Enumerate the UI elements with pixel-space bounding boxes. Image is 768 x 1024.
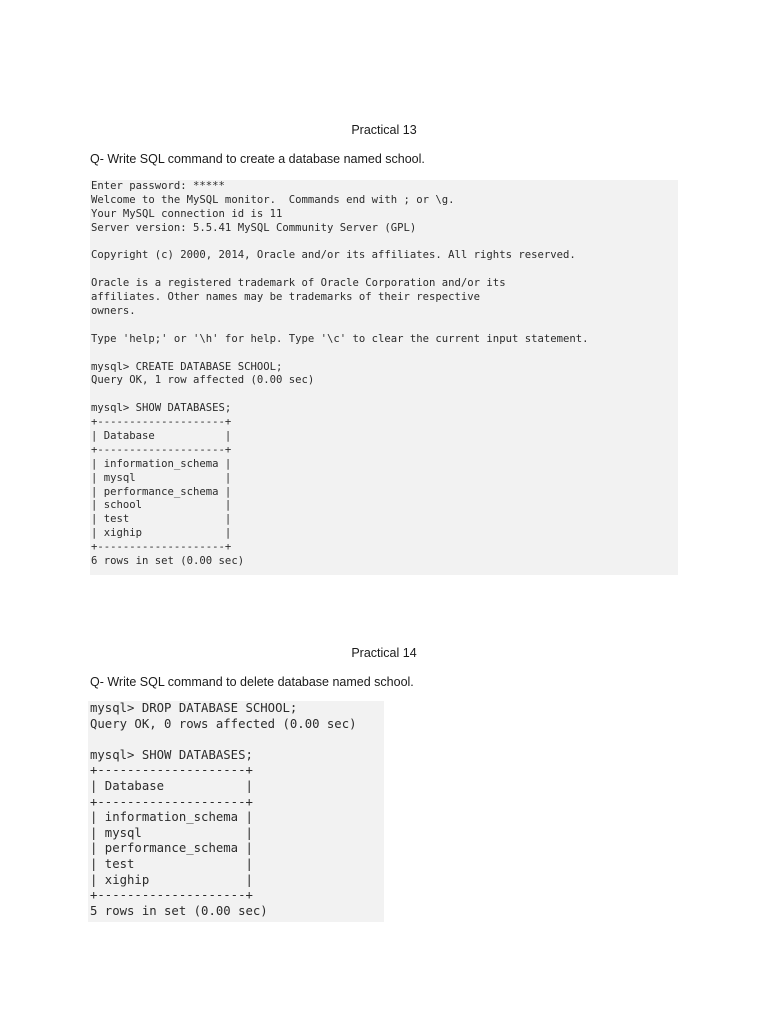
console-line [91, 263, 678, 277]
console-line: | school | [91, 499, 232, 512]
console-line: | Database | [91, 430, 232, 443]
console-line [91, 388, 678, 402]
console-line: Copyright (c) 2000, 2014, Oracle and/or its affiliates. All rights reserved. [91, 249, 576, 262]
console-line: Query OK, 0 rows affected (0.00 sec) [90, 716, 357, 731]
console-line: mysql> SHOW DATABASES; [90, 747, 253, 762]
console-line: Enter password: ***** [91, 180, 225, 192]
console-line: owners. [91, 305, 136, 318]
console-line [91, 347, 678, 361]
console-line: | xighip | [91, 527, 232, 540]
console-line: Your MySQL connection id is 11 [91, 207, 283, 220]
console-line: +--------------------+ [91, 541, 232, 554]
console-line: 5 rows in set (0.00 sec) [90, 903, 268, 918]
console-line: | test | [91, 513, 232, 526]
console-line: +--------------------+ [91, 416, 232, 429]
console-line: Welcome to the MySQL monitor. Commands end with ; or \g. [91, 193, 455, 206]
console-line: | mysql | [90, 825, 253, 840]
console-line: | performance_schema | [90, 841, 253, 856]
console-line: Query OK, 1 row affected (0.00 sec) [91, 374, 315, 387]
console-line: | information_schema | [91, 457, 232, 470]
console-line [90, 732, 384, 748]
console-line: | Database | [90, 778, 253, 793]
practical-14-title: Practical 14 [351, 646, 417, 660]
console-line: mysql> SHOW DATABASES; [91, 402, 232, 415]
console-line: +--------------------+ [91, 443, 232, 456]
console-line: | test | [90, 856, 253, 871]
console-line: Oracle is a registered trademark of Oracle Corporation and/or its [91, 277, 506, 290]
console-line: | information_schema | [90, 810, 253, 825]
console-line: | performance_schema | [91, 485, 232, 498]
console-line: +--------------------+ [90, 794, 253, 809]
practical-14-console-output [88, 701, 384, 922]
console-line: | xighip | [90, 872, 253, 887]
practical-13-title: Practical 13 [351, 123, 417, 137]
console-line [91, 319, 678, 333]
practical-13-console-output [90, 180, 678, 575]
console-line: +--------------------+ [90, 888, 253, 903]
console-line: 6 rows in set (0.00 sec) [91, 555, 245, 568]
console-line: +--------------------+ [90, 763, 253, 778]
console-line: Type 'help;' or '\h' for help. Type '\c' to clear the current input statement. [91, 332, 589, 345]
console-line [91, 236, 678, 250]
practical-13-question: Q- Write SQL command to create a database named school. [90, 152, 425, 166]
console-line: mysql> DROP DATABASE SCHOOL; [90, 701, 298, 715]
console-line: affiliates. Other names may be trademarks of their respective [91, 291, 481, 304]
console-line: Server version: 5.5.41 MySQL Community Server (GPL) [91, 221, 417, 234]
console-line: | mysql | [91, 471, 232, 484]
practical-14-question: Q- Write SQL command to delete database named school. [90, 675, 414, 689]
console-line: mysql> CREATE DATABASE SCHOOL; [91, 360, 283, 373]
